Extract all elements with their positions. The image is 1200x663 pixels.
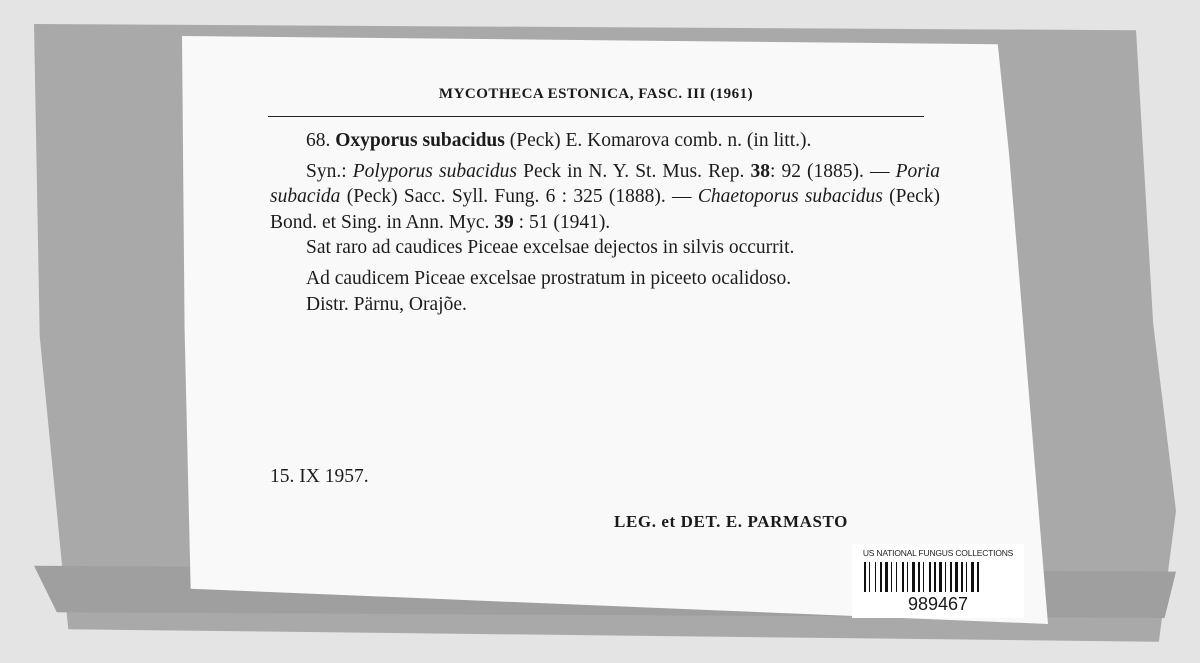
synonym-1-name: Polyporus subacidus xyxy=(352,160,517,182)
label-body xyxy=(270,128,940,317)
barcode-bar xyxy=(950,562,952,592)
barcode-bar xyxy=(939,562,942,592)
taxon-authority: (Peck) E. Komarova comb. n. xyxy=(509,130,743,151)
label-header: MYCOTHECA ESTONICA, FASC. III (1961) xyxy=(438,86,754,102)
synonym-3-reference: (Peck) Bond. et xyxy=(270,186,941,233)
synonym-1-pages: : 92 (1885). — xyxy=(769,160,890,182)
barcode-bar xyxy=(891,562,892,592)
barcode-bar xyxy=(869,562,870,592)
barcode-bar xyxy=(955,562,958,592)
barcode-graphic xyxy=(864,562,1012,592)
barcode-bar xyxy=(885,562,888,592)
barcode-bar xyxy=(912,562,915,592)
barcode-bar xyxy=(977,562,979,592)
barcode-bar xyxy=(875,562,876,592)
entry-paragraph xyxy=(270,128,940,154)
barcode-bar xyxy=(923,562,924,592)
synonym-2-pages: 6 : 325 (1888). — xyxy=(545,186,692,208)
herbarium-label xyxy=(182,36,1048,624)
barcode-bar xyxy=(918,562,920,592)
synonym-1-reference: Peck in N. Y. St. Mus. Rep. xyxy=(523,160,745,182)
barcode-bar xyxy=(966,562,967,592)
ecology-paragraph: Sat raro ad caudices Piceae excelsae dejectos in silvis occurrit. xyxy=(306,237,795,259)
entry-number: 68. xyxy=(306,130,331,151)
synonym-2-reference: (Peck) Sacc. Syll. Fung. xyxy=(346,186,540,208)
synonym-3-journal: Sing. in Ann. Myc. xyxy=(340,211,490,233)
taxon-name: Oxyporus subacidus xyxy=(335,130,505,151)
synonym-3-name: Chaetoporus subacidus xyxy=(697,186,883,208)
synonymy-paragraph xyxy=(270,159,940,236)
barcode-bar xyxy=(971,562,974,592)
barcode-bar xyxy=(880,562,882,592)
barcode-institution: US NATIONAL FUNGUS COLLECTIONS xyxy=(862,548,1014,558)
synonym-3-pages: : 51 (1941). xyxy=(518,211,611,233)
syn-prefix: Syn.: xyxy=(306,160,347,182)
barcode-bar xyxy=(961,562,963,592)
synonym-2-name: Poria subacida xyxy=(270,160,941,208)
substrate-paragraph: Ad caudicem Piceae excelsae prostratum in piceeto ocalidoso. xyxy=(306,267,792,289)
collector-line: LEG. et DET. E. PARMASTO xyxy=(614,512,848,531)
barcode-bar xyxy=(896,562,897,592)
barcode-sticker xyxy=(852,544,1024,618)
barcode-number: 989467 xyxy=(907,594,969,614)
synonym-3-volume: 39 xyxy=(494,211,514,233)
collection-date: 15. IX 1957. xyxy=(270,466,369,487)
barcode-bar xyxy=(945,562,946,592)
barcode-bar xyxy=(864,562,866,592)
barcode-bar xyxy=(934,562,936,592)
barcode-bar xyxy=(907,562,908,592)
synonym-1-volume: 38 xyxy=(750,160,770,182)
authority-note: (in litt.). xyxy=(746,130,812,151)
barcode-bar xyxy=(929,562,931,592)
barcode-bar xyxy=(902,562,904,592)
locality-line: Distr. Pärnu, Orajõe. xyxy=(306,293,467,315)
header-rule xyxy=(268,116,924,117)
